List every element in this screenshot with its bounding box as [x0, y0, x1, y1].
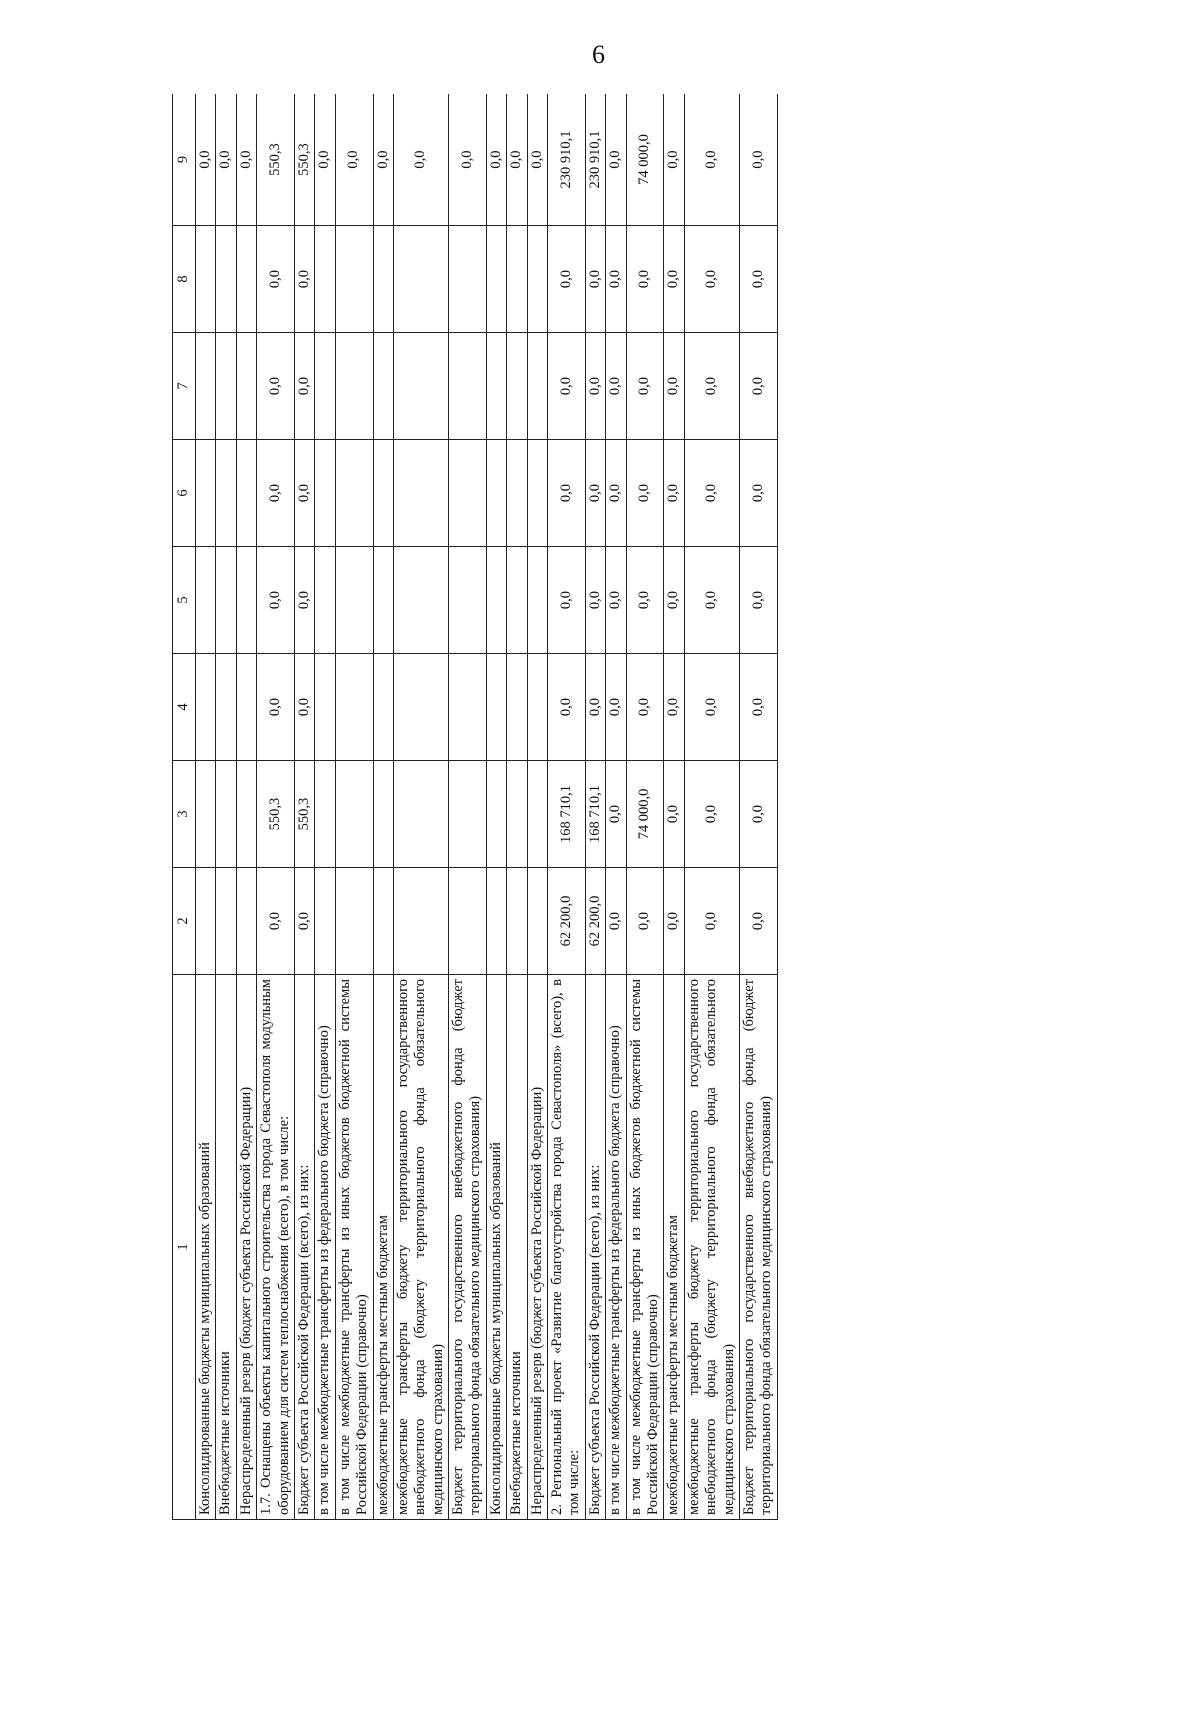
- value-cell-col-8: [507, 226, 527, 333]
- value-cell-col-2: [486, 868, 506, 975]
- value-cell-col-4: [335, 654, 373, 761]
- table-row: [507, 94, 527, 1520]
- value-cell-col-8: [315, 226, 335, 333]
- row-label: Нераспределенный резерв (бюджет субъекта Российской Федерации): [236, 975, 256, 1520]
- value-cell-col-2: 0,0: [294, 868, 314, 975]
- value-cell-col-7: [236, 333, 256, 440]
- table-row: [335, 94, 373, 1520]
- value-cell-col-9: 74 000,0: [626, 94, 664, 226]
- value-cell-col-2: [449, 868, 487, 975]
- value-cell-col-3: [315, 761, 335, 868]
- value-cell-col-9: 0,0: [196, 94, 216, 226]
- table-row: [684, 94, 739, 1520]
- value-cell-col-3: 550,3: [257, 761, 295, 868]
- table-row: [486, 94, 506, 1520]
- value-cell-col-4: 0,0: [585, 654, 605, 761]
- value-cell-col-8: [216, 226, 236, 333]
- row-label: 2. Региональный проект «Развитие благоустройства города Севастополя» (всего), в том числе:: [548, 975, 586, 1520]
- table-row: [315, 94, 335, 1520]
- value-cell-col-7: 0,0: [257, 333, 295, 440]
- value-cell-col-7: 0,0: [664, 333, 684, 440]
- value-cell-col-6: [373, 440, 393, 547]
- value-cell-col-4: 0,0: [626, 654, 664, 761]
- table-frame: [172, 94, 1084, 1520]
- value-cell-col-6: [335, 440, 373, 547]
- value-cell-col-5: [196, 547, 216, 654]
- value-cell-col-4: [393, 654, 448, 761]
- value-cell-col-3: [527, 761, 547, 868]
- value-cell-col-7: 0,0: [548, 333, 586, 440]
- row-label: межбюджетные трансферты местным бюджетам: [373, 975, 393, 1520]
- value-cell-col-7: 0,0: [684, 333, 739, 440]
- value-cell-col-7: [507, 333, 527, 440]
- value-cell-col-2: 62 200,0: [548, 868, 586, 975]
- value-cell-col-9: 230 910,1: [585, 94, 605, 226]
- value-cell-col-6: [486, 440, 506, 547]
- value-cell-col-3: [449, 761, 487, 868]
- value-cell-col-2: 0,0: [606, 868, 626, 975]
- value-cell-col-9: 0,0: [335, 94, 373, 226]
- value-cell-col-2: [236, 868, 256, 975]
- value-cell-col-6: [196, 440, 216, 547]
- value-cell-col-9: 550,3: [257, 94, 295, 226]
- column-header-2: 2: [173, 868, 196, 975]
- value-cell-col-9: 0,0: [373, 94, 393, 226]
- value-cell-col-7: [527, 333, 547, 440]
- value-cell-col-3: [486, 761, 506, 868]
- table-row: [449, 94, 487, 1520]
- value-cell-col-7: 0,0: [739, 333, 777, 440]
- row-label: Нераспределенный резерв (бюджет субъекта Российской Федерации): [527, 975, 547, 1520]
- value-cell-col-6: 0,0: [294, 440, 314, 547]
- column-header-4: 4: [173, 654, 196, 761]
- value-cell-col-5: 0,0: [294, 547, 314, 654]
- value-cell-col-5: 0,0: [606, 547, 626, 654]
- value-cell-col-4: [373, 654, 393, 761]
- value-cell-col-4: [486, 654, 506, 761]
- value-cell-col-2: 0,0: [626, 868, 664, 975]
- value-cell-col-7: 0,0: [606, 333, 626, 440]
- value-cell-col-5: [449, 547, 487, 654]
- value-cell-col-6: [449, 440, 487, 547]
- value-cell-col-2: [335, 868, 373, 975]
- row-label: в том числе межбюджетные трансферты из федерального бюджета (справочно): [606, 975, 626, 1520]
- value-cell-col-6: 0,0: [585, 440, 605, 547]
- value-cell-col-9: 0,0: [236, 94, 256, 226]
- value-cell-col-7: 0,0: [585, 333, 605, 440]
- value-cell-col-2: [507, 868, 527, 975]
- value-cell-col-6: 0,0: [684, 440, 739, 547]
- value-cell-col-9: 230 910,1: [548, 94, 586, 226]
- table-body: [196, 94, 778, 1520]
- value-cell-col-6: [236, 440, 256, 547]
- value-cell-col-4: 0,0: [684, 654, 739, 761]
- budget-table: [172, 94, 778, 1520]
- table-row: [527, 94, 547, 1520]
- value-cell-col-8: [196, 226, 216, 333]
- value-cell-col-2: [216, 868, 236, 975]
- value-cell-col-4: 0,0: [294, 654, 314, 761]
- value-cell-col-7: [486, 333, 506, 440]
- value-cell-col-8: 0,0: [257, 226, 295, 333]
- column-header-6: 6: [173, 440, 196, 547]
- value-cell-col-5: [236, 547, 256, 654]
- row-label: Внебюджетные источники: [216, 975, 236, 1520]
- value-cell-col-9: 0,0: [216, 94, 236, 226]
- value-cell-col-8: [393, 226, 448, 333]
- value-cell-col-3: 168 710,1: [585, 761, 605, 868]
- row-label: Внебюджетные источники: [507, 975, 527, 1520]
- row-label: межбюджетные трансферты бюджету территориального государственного внебюджетного фонда (бюджету территориального фонда обязательного медицинского страхования): [684, 975, 739, 1520]
- value-cell-col-3: 168 710,1: [548, 761, 586, 868]
- value-cell-col-6: 0,0: [548, 440, 586, 547]
- value-cell-col-5: [486, 547, 506, 654]
- value-cell-col-4: [196, 654, 216, 761]
- value-cell-col-4: [315, 654, 335, 761]
- value-cell-col-8: [527, 226, 547, 333]
- value-cell-col-9: 0,0: [527, 94, 547, 226]
- table-row: [606, 94, 626, 1520]
- value-cell-col-7: 0,0: [294, 333, 314, 440]
- value-cell-col-8: 0,0: [294, 226, 314, 333]
- column-header-7: 7: [173, 333, 196, 440]
- value-cell-col-7: 0,0: [626, 333, 664, 440]
- value-cell-col-3: 74 000,0: [626, 761, 664, 868]
- table-row: [294, 94, 314, 1520]
- value-cell-col-3: 0,0: [739, 761, 777, 868]
- value-cell-col-8: 0,0: [664, 226, 684, 333]
- row-label: в том числе межбюджетные трансферты из иных бюджетов бюджетной системы Российской Федерации (справочно): [335, 975, 373, 1520]
- value-cell-col-2: [393, 868, 448, 975]
- value-cell-col-3: [236, 761, 256, 868]
- value-cell-col-6: [527, 440, 547, 547]
- value-cell-col-9: 0,0: [393, 94, 448, 226]
- value-cell-col-3: [507, 761, 527, 868]
- value-cell-col-3: [196, 761, 216, 868]
- value-cell-col-8: 0,0: [606, 226, 626, 333]
- value-cell-col-6: [216, 440, 236, 547]
- value-cell-col-6: 0,0: [606, 440, 626, 547]
- value-cell-col-5: [373, 547, 393, 654]
- value-cell-col-5: 0,0: [684, 547, 739, 654]
- value-cell-col-7: [393, 333, 448, 440]
- column-header-3: 3: [173, 761, 196, 868]
- value-cell-col-5: 0,0: [585, 547, 605, 654]
- value-cell-col-2: 0,0: [257, 868, 295, 975]
- row-label: 1.7. Оснащены объекты капитального строительства города Севастополя модульным оборудованием для систем теплоснабжения (всего), в том числе:: [257, 975, 295, 1520]
- value-cell-col-4: [507, 654, 527, 761]
- row-label: межбюджетные трансферты местным бюджетам: [664, 975, 684, 1520]
- value-cell-col-5: [507, 547, 527, 654]
- value-cell-col-4: [527, 654, 547, 761]
- value-cell-col-2: [527, 868, 547, 975]
- value-cell-col-8: 0,0: [684, 226, 739, 333]
- value-cell-col-9: 0,0: [684, 94, 739, 226]
- row-label: в том числе межбюджетные трансферты из федерального бюджета (справочно): [315, 975, 335, 1520]
- value-cell-col-5: [216, 547, 236, 654]
- value-cell-col-9: 0,0: [739, 94, 777, 226]
- value-cell-col-5: 0,0: [626, 547, 664, 654]
- value-cell-col-4: 0,0: [739, 654, 777, 761]
- table-row: [664, 94, 684, 1520]
- value-cell-col-8: [335, 226, 373, 333]
- value-cell-col-7: [315, 333, 335, 440]
- row-label: межбюджетные трансферты бюджету территориального государственного внебюджетного фонда (бюджету территориального фонда обязательного медицинского страхования): [393, 975, 448, 1520]
- table-row: [626, 94, 664, 1520]
- value-cell-col-5: 0,0: [257, 547, 295, 654]
- column-header-5: 5: [173, 547, 196, 654]
- table-row: [548, 94, 586, 1520]
- value-cell-col-2: [315, 868, 335, 975]
- table-row: [585, 94, 605, 1520]
- value-cell-col-3: 0,0: [664, 761, 684, 868]
- value-cell-col-6: [393, 440, 448, 547]
- row-label: Бюджет субъекта Российской Федерации (всего), из них:: [294, 975, 314, 1520]
- value-cell-col-9: 0,0: [507, 94, 527, 226]
- value-cell-col-5: 0,0: [739, 547, 777, 654]
- value-cell-col-9: 0,0: [449, 94, 487, 226]
- value-cell-col-3: [393, 761, 448, 868]
- value-cell-col-8: 0,0: [585, 226, 605, 333]
- row-label: Бюджет субъекта Российской Федерации (всего), из них:: [585, 975, 605, 1520]
- table-row: [739, 94, 777, 1520]
- table-row: [393, 94, 448, 1520]
- value-cell-col-6: 0,0: [739, 440, 777, 547]
- value-cell-col-7: [216, 333, 236, 440]
- value-cell-col-2: [196, 868, 216, 975]
- value-cell-col-5: 0,0: [548, 547, 586, 654]
- row-label: Бюджет территориального государственного внебюджетного фонда (бюджет территориального фонда обязательного медицинского страхования): [739, 975, 777, 1520]
- value-cell-col-6: 0,0: [664, 440, 684, 547]
- value-cell-col-7: [335, 333, 373, 440]
- column-header-1: 1: [173, 975, 196, 1520]
- value-cell-col-8: [236, 226, 256, 333]
- value-cell-col-6: 0,0: [257, 440, 295, 547]
- table-header-row: [173, 94, 196, 1520]
- value-cell-col-8: 0,0: [739, 226, 777, 333]
- value-cell-col-6: 0,0: [626, 440, 664, 547]
- column-header-9: 9: [173, 94, 196, 226]
- value-cell-col-5: [315, 547, 335, 654]
- value-cell-col-8: 0,0: [626, 226, 664, 333]
- value-cell-col-3: 0,0: [606, 761, 626, 868]
- value-cell-col-8: [486, 226, 506, 333]
- value-cell-col-5: [335, 547, 373, 654]
- column-header-8: 8: [173, 226, 196, 333]
- value-cell-col-4: [236, 654, 256, 761]
- table-row: [257, 94, 295, 1520]
- value-cell-col-7: [373, 333, 393, 440]
- row-label: Консолидированные бюджеты муниципальных образований: [486, 975, 506, 1520]
- value-cell-col-8: 0,0: [548, 226, 586, 333]
- value-cell-col-2: 0,0: [739, 868, 777, 975]
- value-cell-col-4: [449, 654, 487, 761]
- row-label: Консолидированные бюджеты муниципальных образований: [196, 975, 216, 1520]
- value-cell-col-3: [335, 761, 373, 868]
- value-cell-col-9: 0,0: [315, 94, 335, 226]
- value-cell-col-4: 0,0: [257, 654, 295, 761]
- value-cell-col-5: 0,0: [664, 547, 684, 654]
- value-cell-col-4: 0,0: [606, 654, 626, 761]
- value-cell-col-6: [315, 440, 335, 547]
- value-cell-col-3: [216, 761, 236, 868]
- value-cell-col-8: [373, 226, 393, 333]
- value-cell-col-9: 0,0: [606, 94, 626, 226]
- value-cell-col-4: 0,0: [664, 654, 684, 761]
- row-label: Бюджет территориального государственного внебюджетного фонда (бюджет территориального фонда обязательного медицинского страхования): [449, 975, 487, 1520]
- value-cell-col-5: [393, 547, 448, 654]
- value-cell-col-3: [373, 761, 393, 868]
- value-cell-col-6: [507, 440, 527, 547]
- value-cell-col-9: 0,0: [664, 94, 684, 226]
- value-cell-col-2: [373, 868, 393, 975]
- value-cell-col-5: [527, 547, 547, 654]
- value-cell-col-2: 0,0: [684, 868, 739, 975]
- row-label: в том числе межбюджетные трансферты из иных бюджетов бюджетной системы Российской Федерации (справочно): [626, 975, 664, 1520]
- value-cell-col-9: 0,0: [486, 94, 506, 226]
- page-number: 6: [592, 40, 605, 69]
- table-row: [216, 94, 236, 1520]
- value-cell-col-3: 0,0: [684, 761, 739, 868]
- value-cell-col-3: 550,3: [294, 761, 314, 868]
- value-cell-col-4: [216, 654, 236, 761]
- value-cell-col-4: 0,0: [548, 654, 586, 761]
- value-cell-col-2: 62 200,0: [585, 868, 605, 975]
- rotated-table-container: [172, 94, 1084, 1520]
- value-cell-col-7: [449, 333, 487, 440]
- value-cell-col-2: 0,0: [664, 868, 684, 975]
- value-cell-col-7: [196, 333, 216, 440]
- value-cell-col-9: 550,3: [294, 94, 314, 226]
- table-row: [236, 94, 256, 1520]
- value-cell-col-8: [449, 226, 487, 333]
- table-row: [196, 94, 216, 1520]
- table-row: [373, 94, 393, 1520]
